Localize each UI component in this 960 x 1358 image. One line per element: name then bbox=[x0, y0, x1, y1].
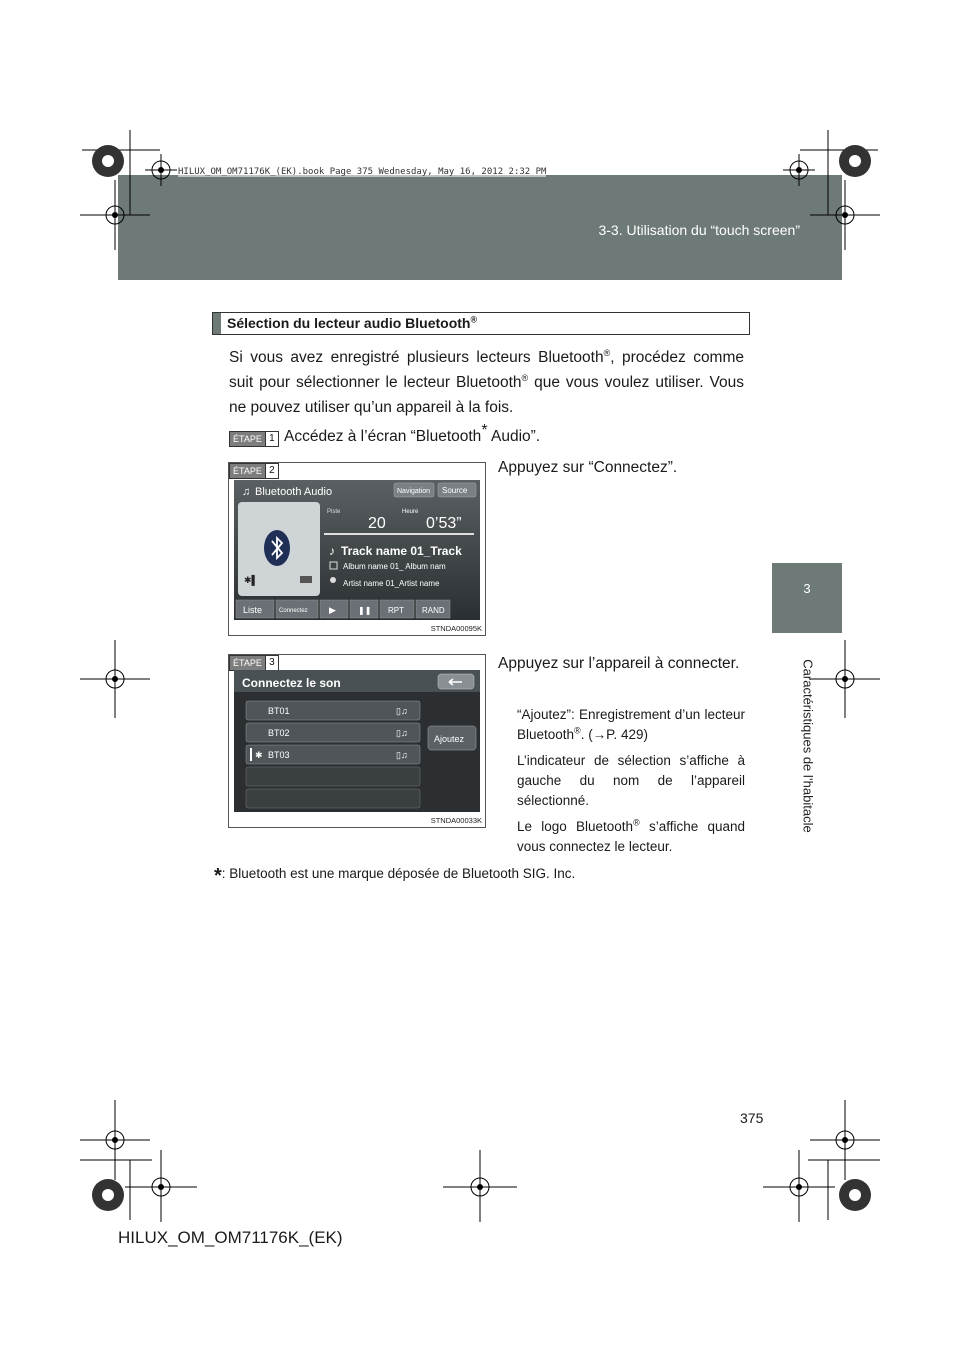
rpt-label: RPT bbox=[388, 606, 404, 615]
step-number: 3 bbox=[265, 656, 278, 670]
rand-label: RAND bbox=[422, 606, 445, 615]
note-3-text-b: s’affiche quand vous connectez le lecteur. bbox=[517, 819, 745, 854]
step-3-text: Appuyez sur l’appareil à connecter. bbox=[498, 655, 740, 672]
device-name: BT03 bbox=[268, 750, 290, 760]
artist-name: Artist name 01_Artist name bbox=[343, 579, 440, 588]
step-word: ÉTAPE bbox=[230, 432, 265, 446]
step-2-text: Appuyez sur “Connectez”. bbox=[498, 459, 678, 476]
intro-text-2: , procédez comme suit pour sélectionner le lecteur Bluetooth bbox=[229, 349, 745, 391]
connectez-label: Connectez bbox=[279, 608, 308, 614]
play-icon: ▶ bbox=[329, 605, 336, 615]
album-name: Album name 01_ Album nam bbox=[343, 562, 446, 571]
asterisk-mark: * bbox=[214, 865, 222, 887]
note-indicator: L’indicateur de sélection s’affiche à gauche du nom de l’appareil sélectionné. bbox=[517, 753, 745, 808]
liste-label: Liste bbox=[243, 605, 263, 615]
section-heading-text: Sélection du lecteur audio Bluetooth bbox=[227, 315, 471, 331]
screen-title: Connectez le son bbox=[242, 676, 341, 690]
music-note-icon: ♫ bbox=[242, 486, 251, 498]
phone-music-icon: ▯♫ bbox=[396, 706, 408, 716]
bluetooth-icon: ✱ bbox=[255, 750, 263, 760]
pause-icon: ❚❚ bbox=[358, 606, 372, 615]
step-1-text-a: Accédez à l’écran “Bluetooth bbox=[284, 428, 482, 445]
footnote-text: : Bluetooth est une marque déposée de Bluetooth SIG. Inc. bbox=[221, 866, 576, 881]
step-number: 2 bbox=[265, 464, 278, 478]
registered-mark: ® bbox=[574, 725, 581, 736]
phone-music-icon: ▯♫ bbox=[396, 750, 408, 760]
track-number: 20 bbox=[368, 515, 386, 532]
registered-mark: ® bbox=[521, 372, 529, 383]
page-number: 375 bbox=[740, 1110, 764, 1126]
figure-code: STNDA00033K bbox=[430, 816, 482, 825]
registered-mark: ® bbox=[603, 347, 611, 358]
asterisk-mark: * bbox=[481, 421, 488, 439]
track-label: Piste bbox=[327, 509, 341, 515]
chapter-number: 3 bbox=[803, 581, 811, 596]
note-1-text-a: “Ajoutez”: Enregistrement d’un lecteur Bluetooth bbox=[517, 707, 745, 742]
navigation-button-label: Navigation bbox=[397, 488, 431, 495]
step-word: ÉTAPE bbox=[230, 464, 265, 478]
note-3-text-a: Le logo Bluetooth bbox=[517, 819, 634, 834]
chapter-title: Caractéristiques de l’habitacle bbox=[800, 659, 816, 833]
bluetooth-status-icon: ✱▌ bbox=[244, 575, 258, 585]
note-icon: ♪ bbox=[329, 544, 335, 558]
track-name: Track name 01_Track bbox=[341, 544, 462, 558]
chapter-section-label: 3-3. Utilisation du “touch screen” bbox=[598, 222, 800, 238]
registered-mark: ® bbox=[470, 314, 478, 325]
intro-text-3: que vous voulez utiliser. Vous ne pouvez utiliser qu’un appareil à la fois. bbox=[229, 374, 744, 416]
source-button-label: Source bbox=[442, 486, 468, 495]
file-stamp: HILUX_OM_OM71176K_(EK).book Page 375 Wednesday, May 16, 2012 2:32 PM bbox=[178, 167, 547, 177]
step-1-text-b: Audio”. bbox=[487, 428, 541, 445]
screen-title: Bluetooth Audio bbox=[255, 486, 333, 498]
figure-code: STNDA00095K bbox=[430, 624, 482, 633]
document-id: HILUX_OM_OM71176K_(EK) bbox=[118, 1228, 343, 1247]
starburst-targets bbox=[92, 145, 871, 1211]
device-name: BT02 bbox=[268, 728, 290, 738]
elapsed-time: 0’53” bbox=[426, 515, 462, 532]
device-name: BT01 bbox=[268, 706, 290, 716]
note-1-text-b: . (→P. 429) bbox=[580, 727, 648, 742]
step-number: 1 bbox=[265, 432, 278, 446]
intro-text-1: Si vous avez enregistré plusieurs lecteurs Bluetooth bbox=[229, 349, 604, 366]
registered-mark: ® bbox=[633, 817, 640, 828]
time-label: Heure bbox=[402, 509, 419, 515]
step-word: ÉTAPE bbox=[230, 656, 265, 670]
phone-music-icon: ▯♫ bbox=[396, 728, 408, 738]
ajoutez-label: Ajoutez bbox=[434, 734, 465, 744]
